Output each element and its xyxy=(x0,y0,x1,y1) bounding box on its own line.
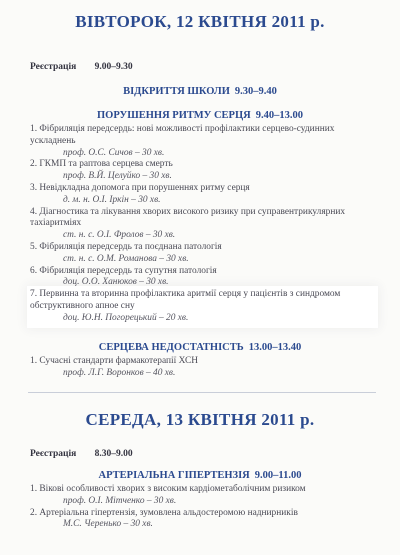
item-title: 7. Первинна та вторинна профілактика аритмії серця у пацієнтів з синдромом обструктивного апное сну xyxy=(30,289,341,311)
heart-failure-time: 13.00–13.40 xyxy=(248,342,302,353)
hypertension-time: 9.00–11.00 xyxy=(254,470,302,481)
item-title: 4. Діагностика та лікування хворих високого ризику при суправентрикулярних тахіаритміях xyxy=(30,206,346,229)
item-author: доц. Ю.Н. Погорецький – 20 хв. xyxy=(63,312,189,323)
item-title: 1. Сучасні стандарти фармакотерапії ХСН xyxy=(30,356,199,366)
registration-time: 8.30–9.00 xyxy=(94,449,133,459)
arrhythmia-section-title xyxy=(0,110,400,121)
list-item xyxy=(30,124,375,159)
hypertension-section-title xyxy=(0,470,400,481)
item-author: проф. О.С. Сичов – 30 хв. xyxy=(63,147,165,158)
item-title: 3. Невідкладна допомога при порушеннях ритму серця xyxy=(30,182,250,193)
item-title: 1. Фібриляція передсердь: нові можливості профілактики серцево-судинних ускладнень xyxy=(30,124,335,146)
day2-title: СЕРЕДА, 13 КВІТНЯ 2011 р. xyxy=(85,410,315,429)
opening-section-title xyxy=(0,86,400,97)
list-item xyxy=(30,266,375,290)
registration-label: Реєстрація xyxy=(30,449,77,459)
heart-failure-section-title xyxy=(0,342,400,353)
item-author: доц. О.О. Ханюков – 30 хв. xyxy=(63,277,169,288)
item-author: проф. В.Й. Целуйко – 30 хв. xyxy=(63,171,172,182)
item-author: М.С. Черенько – 30 хв. xyxy=(63,519,153,530)
item-title: 5. Фібриляція передсердь та поєднана патологія xyxy=(30,241,222,252)
arrhythmia-time: 9.40–13.00 xyxy=(255,110,303,121)
day-divider xyxy=(28,392,376,393)
item-author: ст. н. с. О.І. Фролов – 30 хв. xyxy=(63,230,176,241)
list-item xyxy=(30,356,375,380)
arrhythmia-items xyxy=(30,124,375,325)
list-item xyxy=(30,183,375,207)
item-title: 2. ГКМП та раптова серцева смерть xyxy=(30,159,173,170)
opening-title: ВІДКРИТТЯ ШКОЛИ xyxy=(123,86,230,97)
hypertension-title: АРТЕРІАЛЬНА ГІПЕРТЕНЗІЯ xyxy=(98,470,250,481)
list-item xyxy=(30,207,375,242)
item-title: 2. Артеріальна гіпертензія, зумовлена альдостеромою наднирників xyxy=(30,507,298,518)
list-item xyxy=(30,508,375,532)
item-title: 6. Фібриляція передсердь та супутня патологія xyxy=(30,265,217,276)
hypertension-items xyxy=(30,484,375,531)
list-item-highlighted xyxy=(30,289,375,324)
list-item xyxy=(30,242,375,266)
registration-time: 9.00–9.30 xyxy=(94,62,133,72)
list-item xyxy=(30,484,375,508)
item-author: д. м. н. О.І. Іркін – 30 хв. xyxy=(63,194,161,205)
registration-label: Реєстрація xyxy=(30,62,77,72)
item-author: проф. Л.Г. Воронков – 40 хв. xyxy=(63,367,176,378)
day1-title: ВІВТОРОК, 12 КВІТНЯ 2011 р. xyxy=(75,12,325,31)
day2-registration xyxy=(30,449,133,459)
list-item xyxy=(30,159,375,183)
item-author: проф. О.І. Мітченко – 30 хв. xyxy=(63,495,177,506)
day1-registration xyxy=(30,62,133,72)
arrhythmia-title: ПОРУШЕННЯ РИТМУ СЕРЦЯ xyxy=(97,110,251,121)
heart-failure-title: СЕРЦЕВА НЕДОСТАТНІСТЬ xyxy=(98,342,244,353)
heart-failure-items xyxy=(30,356,375,380)
item-author: ст. н. с. О.М. Романова – 30 хв. xyxy=(63,253,189,264)
item-title: 1. Вікові особливості хворих з високим кардіометаболічним ризиком xyxy=(30,484,306,494)
opening-time: 9.30–9.40 xyxy=(234,86,277,97)
